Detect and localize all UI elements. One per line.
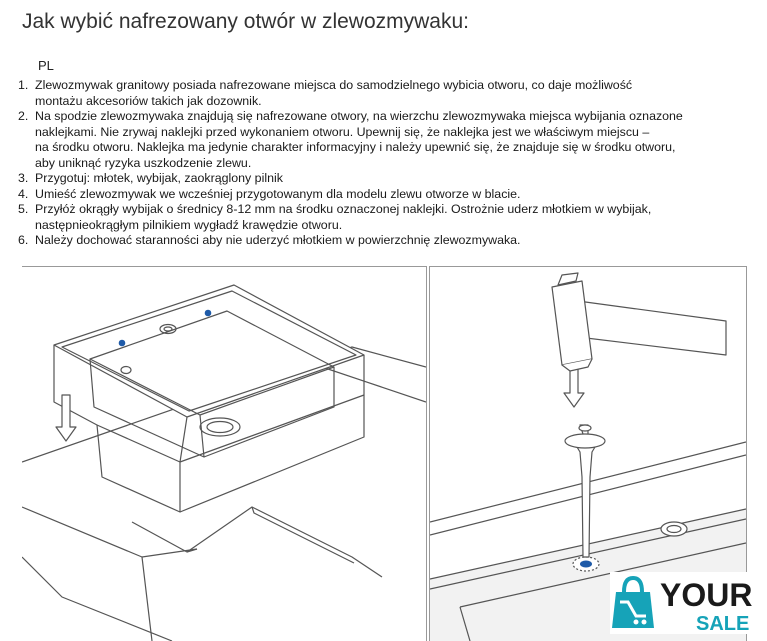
step-line: Przygotuj: młotek, wybijak, zaokrąglony pilnik [35,171,283,185]
language-label: PL [38,58,54,73]
step-item [18,187,753,203]
your-sale-logo [610,572,760,634]
step-number: 1. [18,78,29,92]
step-line: Należy dochować staranności aby nie uderzyć młotkiem w powierzchnię zlewozmywaka. [35,233,521,247]
step-item [18,109,753,171]
sticker-marker [205,310,212,317]
step-line: na środku otworu. Naklejka ma jedynie charakter informacyjny i należy upewnić się, że znajduje się w środku otworu, [35,140,676,154]
sticker-marker [580,561,592,568]
step-number: 3. [18,171,29,185]
logo-text-bottom: SALE [696,613,750,634]
step-line: aby uniknąć ryzyka uszkodzenie zlewu. [35,155,252,170]
logo-text-top: YOUR [660,577,753,613]
step-line: następnieokrągłym pilnikiem wygładź krawędzie otworu. [35,217,343,232]
step-line: Na spodzie zlewozmywaka znajdują się nafrezowane otwory, na wierzchu zlewozmywaka miejsca wybijania oznazone [35,109,683,123]
step-item [18,202,753,233]
step-number: 6. [18,233,29,247]
step-number: 2. [18,109,29,123]
step-line: montażu akcesoriów takich jak dozownik. [35,93,262,108]
step-item [18,171,753,187]
shopping-bag-icon [610,572,760,634]
sink-installation-illustration [22,266,427,641]
step-line: Umieść zlewozmywak we wcześniej przygotowanym dla modelu zlewu otworze w blacie. [35,186,521,201]
step-line: Przyłóż okrągły wybijak o średnicy 8-12 mm na środku oznaczonej naklejki. Ostrożnie uderz młotkiem w wybijak, [35,202,652,216]
sticker-marker [119,340,126,347]
instruction-steps [18,78,753,249]
step-line: naklejkami. Nie zrywaj naklejki przed wykonaniem otworu. Upewnij się, że naklejka jest we właściwym miejscu – [35,124,650,139]
sink-drawing [22,267,426,641]
step-line: Zlewozmywak granitowy posiada nafrezowane miejsca do samodzielnego wybicia otworu, co daje możliwość [35,78,633,92]
step-number: 4. [18,186,29,201]
step-number: 5. [18,202,29,216]
step-item [18,233,753,249]
document-title: Jak wybić nafrezowany otwór w zlewozmywaku: [22,10,469,33]
step-item [18,78,753,109]
